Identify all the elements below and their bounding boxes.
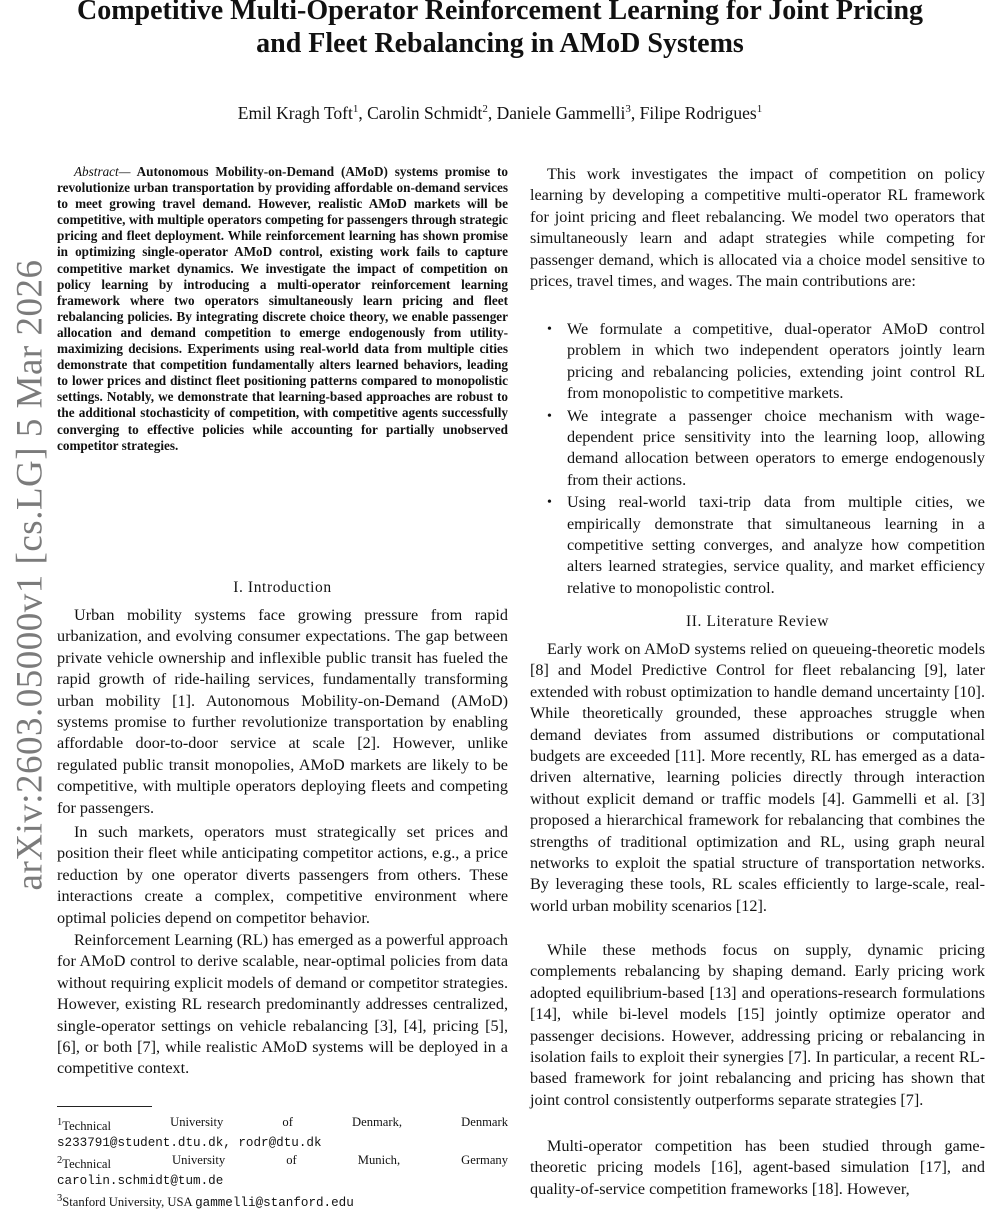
literature-paragraph: Early work on AMoD systems relied on queueing-theoretic models [8] and Model Predictive Control for fleet rebalancing [9], later extended with robust optimization to handle demand uncertainty [10]. While theoretically grounded, these approaches struggle when demand deviates from assumed distributions or computational budgets are exceeded [11]. More recently, RL has emerged as a data-driven alternative, learning policies directly through interaction without explicit demand or traffic models [4]. Gammelli et al. [3] proposed a hierarchical framework for rebalancing that combines the strengths of traditional optimization and RL, using graph neural networks to exploit the spatial structure of transportation networks. By leveraging these tools, RL scales efficiently to large-scale, real-world urban mobility scenarios [12]. bbox=[530, 640, 985, 915]
intro-paragraph: Urban mobility systems face growing pressure from rapid urbanization, and evolving consumer expectations. The gap between private vehicle ownership and inflexible public transit has fueled the rapid growth of ride-hailing services, fundamentally transforming urban mobility [1]. Autonomous Mobility-on-Demand (AMoD) systems promise to further revolutionize transportation by enabling affordable door-to-door service at scale [2]. However, unlike regulated public transit monopolies, AMoD markets are likely to be competitive, with multiple operators deploying fleets and competing for passengers. bbox=[57, 606, 508, 817]
abstract bbox=[57, 164, 508, 454]
footnotes bbox=[57, 1114, 508, 1213]
page-title: Competitive Multi-Operator Reinforcement Learning for Joint Pricing and Fleet Rebalancing in AMoD Systems bbox=[76, 0, 924, 59]
intro-paragraph: In such markets, operators must strategically set prices and position their fleet while anticipating competitor actions, e.g., a price reduction by one operator diverts passengers from others. These interactions create a complex, competitive environment where optimal policies depend on competitor behavior. bbox=[57, 823, 508, 927]
right-intro-paragraph: This work investigates the impact of competition on policy learning by developing a competitive multi-operator RL framework for joint pricing and fleet rebalancing. We model two operators that simultaneously learn and adapt strategies while competing for passenger demand, which is allocated via a choice model sensitive to prices, travel times, and wages. The main contributions are: bbox=[530, 165, 985, 291]
intro-paragraph: Reinforcement Learning (RL) has emerged as a powerful approach for AMoD control to derive scalable, near-optimal policies from data without requiring explicit models of demand or competitor strategies. However, existing RL research predominantly addresses centralized, single-operator settings on vehicle rebalancing [3], [4], pricing [5], [6], or both [7], while realistic AMoD systems will be deployed in a competitive context. bbox=[57, 931, 508, 1078]
literature-paragraph: While these methods focus on supply, dynamic pricing complements rebalancing by shaping demand. Early pricing work adopted equilibrium-based [13] and operations-research formulations [14], while bi-level models [15] jointly optimize operator and passenger decisions. However, addressing pricing or rebalancing in isolation fails to exploit their synergies [7]. In particular, a recent RL-based framework for joint rebalancing and pricing has shown that joint control consistently outperforms separate strategies [7]. bbox=[530, 941, 985, 1109]
footnote-2-emails[interactable]: carolin.schmidt@tum.de bbox=[57, 1174, 224, 1189]
contributions-list bbox=[530, 319, 985, 600]
list-item: • We integrate a passenger choice mechanism with wage-dependent price sensitivity into the learning loop, allowing demand allocation between operators to emerge endogenously from their actions. bbox=[547, 406, 985, 489]
footnote-3-email[interactable]: gammelli@stanford.edu bbox=[195, 1196, 354, 1211]
list-item: • We formulate a competitive, dual-operator AMoD control problem in which two independent operators jointly learn pricing and rebalancing policies, extending joint control RL from monopolistic to competitive markets. bbox=[547, 320, 985, 403]
footnote-1-org: $^1$Technical University of Denmark, Denmark bbox=[57, 1115, 508, 1134]
bullet-icon: • bbox=[547, 408, 552, 424]
author: Emil Kragh Toft$^1$ bbox=[237, 102, 359, 123]
author: Carolin Schmidt$^2$ bbox=[367, 102, 488, 123]
footnote-rule bbox=[57, 1106, 152, 1107]
section-heading-introduction: I. Introduction bbox=[233, 579, 332, 596]
bullet-icon: • bbox=[547, 322, 552, 337]
arxiv-stamp: arXiv:2603.05000v1 [cs.LG] 5 Mar 2026 bbox=[9, 259, 51, 891]
footnote-1-emails[interactable]: s233791@student.dtu.dk, rodr@dtu.dk bbox=[57, 1136, 322, 1151]
footnote-3: $^3$Stanford University, USA gammelli@stanford.edu bbox=[57, 1193, 354, 1211]
abstract-label: Abstract— bbox=[74, 164, 131, 179]
list-item: • Using real-world taxi-trip data from multiple cities, we empirically demonstrate that simultaneous learning in a competitive setting converges, and analyze how competition alters learned strategies, service quality, and market efficiency relative to monopolistic control. bbox=[547, 493, 985, 597]
abstract-text: Autonomous Mobility-on-Demand (AMoD) systems promise to revolutionize urban transportation by providing affordable on-demand services to meet growing travel demand. However, realistic AMoD markets will be competitive, with multiple operators competing for passengers through strategic pricing and fleet deployment. While reinforcement learning has shown promise in optimizing single-operator AMoD control, existing work fails to capture competitive market dynamics. We investigate the impact of competition on policy learning by introducing a multi-operator reinforcement learning framework where two operators simultaneously learn pricing and fleet rebalancing policies. By integrating discrete choice theory, we enable passenger allocation and demand competition to emerge endogenously from utility-maximizing decisions. Experiments using real-world data from multiple cities demonstrate that competition fundamentally alters learned behaviors, leading to lower prices and distinct fleet positioning patterns compared to monopolistic settings. Notably, we demonstrate that learning-based approaches are robust to the additional stochasticity of competition, with competitive agents successfully converging to effective policies while accounting for partially unobserved competitor strategies. bbox=[57, 164, 508, 453]
bullet-icon: • bbox=[547, 495, 552, 511]
literature-paragraph: Multi-operator competition has been studied through game-theoretic pricing models [16], agent-based simulation [17], and quality-of-service competition frameworks [18]. However, bbox=[530, 1137, 985, 1198]
footnote-2-org: $^2$Technical University of Munich, Germany bbox=[57, 1153, 508, 1172]
author-list: Emil Kragh Toft$^1$, Carolin Schmidt$^2$, Daniele Gammelli$^3$, Filipe Rodrigues$^1$ bbox=[237, 102, 763, 123]
author: Daniele Gammelli$^3$ bbox=[496, 102, 631, 123]
author: Filipe Rodrigues$^1$ bbox=[639, 102, 763, 123]
section-heading-literature-review: II. Literature Review bbox=[686, 613, 829, 630]
